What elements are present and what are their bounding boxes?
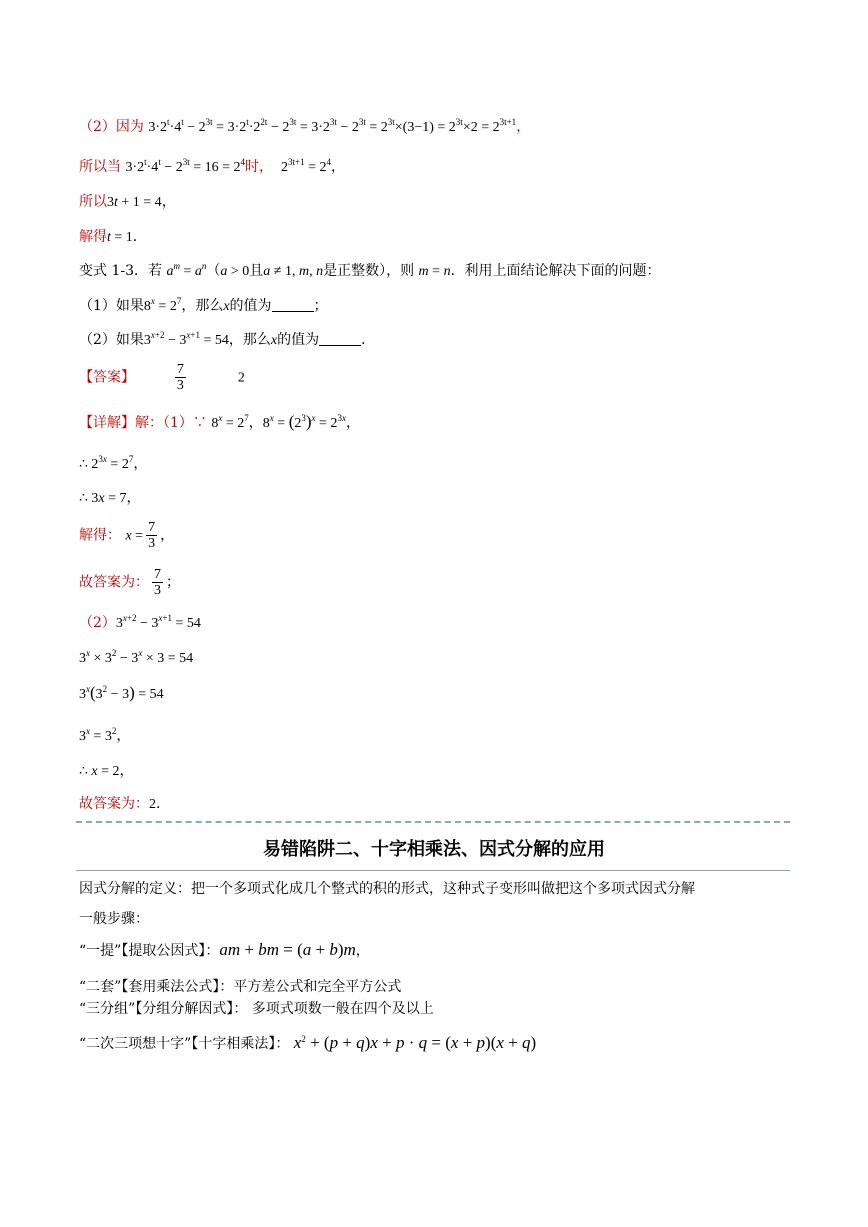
detail-part2: $(2)3^{x+2} - 3^{x+1} = 54$	[79, 613, 201, 631]
variant-q1: （1）如果$8^x = 2^7$，那么x的值为 ；	[79, 296, 328, 314]
step-3: “三分组”【分组分解因式】： 多项式项数一般在四个及以上	[79, 1001, 434, 1017]
variant-statement: 变式 1-3．若 $a^m = a^n(a > 0$且a ≠ 1, m, n是正整数），则 m = n．利用上面结论解决下面的问题：	[79, 261, 661, 279]
detail-label: 【详解】	[79, 415, 135, 431]
step-2: “二套”【套用乘法公式】：平方差公式和完全平方公式	[79, 979, 402, 995]
part2-line3: 所以3t + 1 = 4，	[79, 194, 176, 210]
part2-prefix: （2）因为	[79, 119, 144, 135]
part2-line1: （2）因为 $3\cdot 2^t\cdot 4^t - 2^{3t} = 3\cdot 2^t\cdot 2^{2t} - 2^{3t} = 3\cdot 2^{3t} - 2^{3t} = 2^{3t}\times(3-1) = 2^{3t}\times 2 = 2^{3t+1}$，	[79, 117, 531, 135]
section-steps: 一般步骤：	[79, 911, 149, 927]
answer-blank-2[interactable]	[319, 333, 361, 346]
detail-ans2: 故答案为：2．	[79, 796, 170, 812]
step-1: “一提”【提取公因式】：am + bm = (a + b)m，	[79, 940, 370, 959]
section-title: 易错陷阱二、十字相乘法、因式分解的应用	[263, 839, 605, 860]
step-4: “二次三项想十字”【十字相乘法】： $x^2 + (p + q)x + p \cdot q = (x + p)(x + q)$	[79, 1033, 537, 1052]
section-definition: 因式分解的定义：把一个多项式化成几个整式的积的形式，这种式子变形叫做把这个多项式因式分解	[79, 881, 695, 897]
detail-ans1: 故答案为： $\frac{7}{3}$ ；	[79, 567, 180, 598]
detail-step1: $3^x \times 3^2 - 3^x \times 3 = 54$	[79, 648, 194, 666]
answer-second: 2	[237, 370, 245, 386]
answer-blank-1[interactable]	[272, 299, 314, 312]
detail-solve: 解得： x = $\frac{7}{3}$ ，	[79, 520, 175, 551]
answer-label: 【答案】	[79, 369, 135, 386]
answer-line	[79, 362, 245, 393]
part2-equation: $3\cdot 2^t\cdot 4^t - 2^{3t} = 3\cdot 2^t\cdot 2^{2t} - 2^{3t} = 3\cdot 2^{3t} - 2^{3t} = 2^{3t}\times(3-1) = 2^{3t}\times 2 = 2^{3t+1}$	[148, 117, 517, 135]
answer-fraction: $\frac{7}{3}$	[176, 362, 184, 393]
detail-line1: 【详解】解：（1）∵ $8^x = 2^7$，$8^x = (2^3)^x = 2^{3x}$，	[79, 412, 360, 431]
detail-step2: $3^x(3^2 - 3) = 54$	[79, 683, 164, 702]
divider-bottom	[76, 870, 790, 871]
divider-top	[76, 821, 790, 823]
detail-line2: ∴ $2^{3x} = 2^7$，	[79, 454, 148, 472]
detail-line3: ∴ 3x = 7，	[79, 490, 141, 506]
part2-line4: 解得t = 1．	[79, 229, 147, 245]
variant-q2: （2）如果$3^{x+2} - 3^{x+1} = 54$，那么x的值为 ．	[79, 330, 376, 348]
detail-step3: $3^x = 3^2$，	[79, 726, 131, 744]
detail-step4: ∴ x = 2，	[79, 763, 134, 779]
part2-line2: 所以当 $3\cdot 2^t\cdot 4^t - 2^{3t} = 16 = 2^4$时， $2^{3t+1} = 2^4$，	[79, 157, 345, 175]
